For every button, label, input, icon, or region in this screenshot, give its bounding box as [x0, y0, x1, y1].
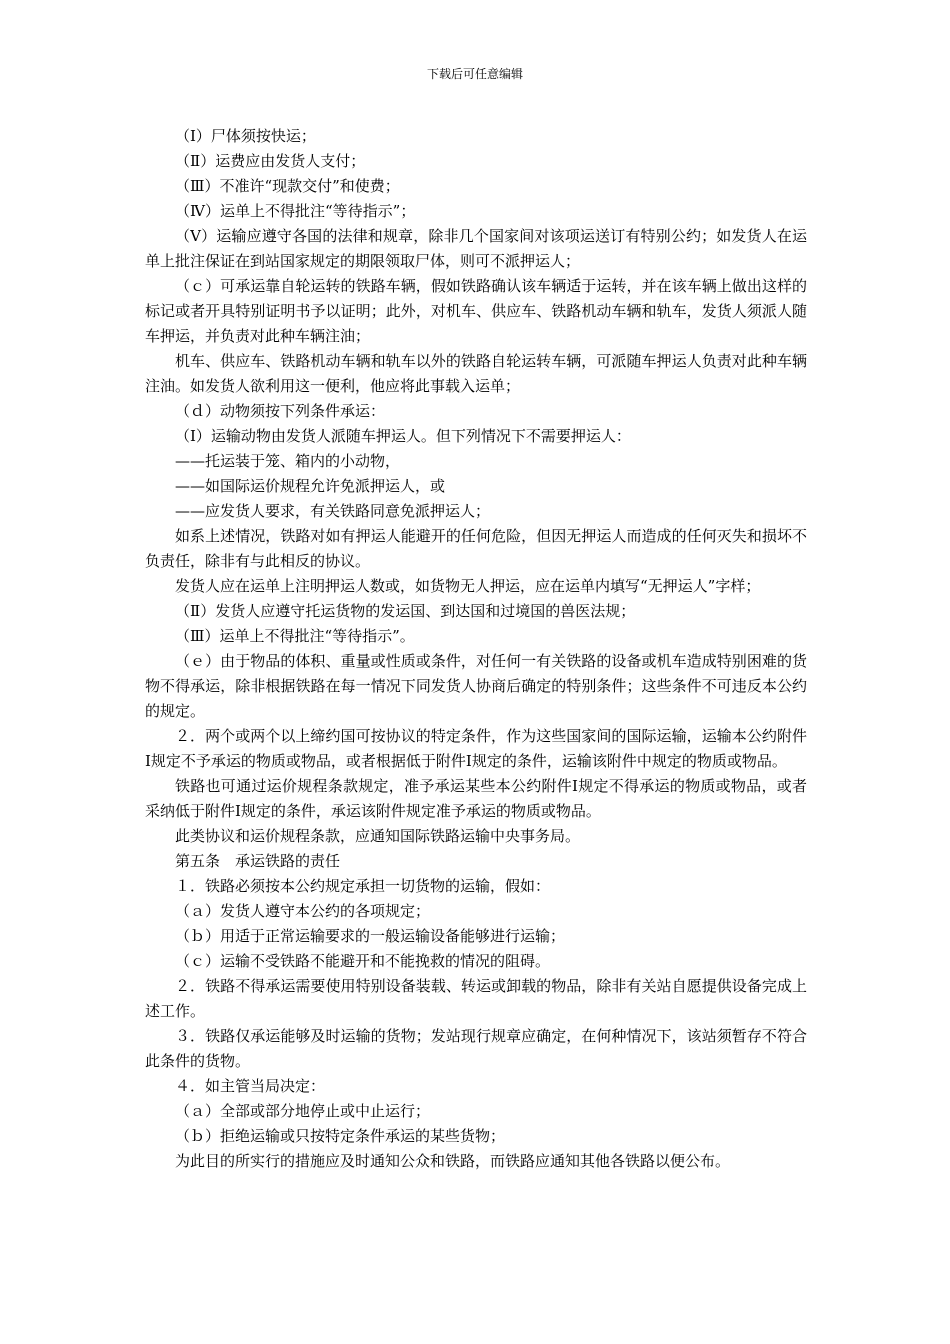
- paragraph: （Ⅰ）尸体须按快运；: [175, 127, 316, 145]
- paragraph: （ｃ）运输不受铁路不能避开和不能挽救的情况的阻碍。: [175, 952, 551, 970]
- paragraph: 铁路也可通过运价规程条款规定，准予承运某些本公约附件Ⅰ规定不得承运的物质或物品，或者采纳低于附件Ⅰ规定的条件，承运该附件规定准予承运的物质或物品。: [145, 777, 807, 820]
- paragraph: （Ⅲ）不准许“现款交付”和使费；: [175, 177, 400, 195]
- paragraph: ４．如主管当局决定：: [175, 1077, 326, 1095]
- paragraph: ３．铁路仅承运能够及时运输的货物；发站现行规章应确定，在何种情况下，该站须暂存不符合此条件的货物。: [145, 1027, 807, 1070]
- document-body: [145, 124, 807, 1174]
- paragraph: １．铁路必须按本公约规定承担一切货物的运输，假如：: [175, 877, 551, 895]
- paragraph: （ｅ）由于物品的体积、重量或性质或条件，对任何一有关铁路的设备或机车造成特别困难的货物不得承运，除非根据铁路在每一情况下同发货人协商后确定的特别条件；这些条件不可违反本公约的规定。: [145, 652, 807, 720]
- paragraph: （ｂ）用适于正常运输要求的一般运输设备能够进行运输；: [175, 927, 566, 945]
- paragraph: （Ⅱ）运费应由发货人支付；: [175, 152, 366, 170]
- paragraph: （Ⅲ）运单上不得批注“等待指示”。: [175, 627, 415, 645]
- paragraph: （ｄ）动物须按下列条件承运：: [175, 402, 386, 420]
- paragraph: ——如国际运价规程允许免派押运人，或: [175, 477, 446, 495]
- paragraph: （ａ）全部或部分地停止或中止运行；: [175, 1102, 431, 1120]
- paragraph: （Ⅰ）运输动物由发货人派随车押运人。但下列情况下不需要押运人：: [175, 427, 631, 445]
- paragraph: （Ⅱ）发货人应遵守托运货物的发运国、到达国和过境国的兽医法规；: [175, 602, 636, 620]
- paragraph: （Ⅳ）运单上不得批注“等待指示”；: [175, 202, 416, 220]
- paragraph: 发货人应在运单上注明押运人数或，如货物无人押运，应在运单内填写“无押运人”字样；: [175, 577, 761, 595]
- page-header: 下载后可任意编辑: [426, 67, 523, 81]
- paragraph: （Ⅴ）运输应遵守各国的法律和规章，除非几个国家间对该项运送订有特别公约；如发货人在运单上批注保证在到站国家规定的期限领取尸体，则可不派押运人；: [145, 227, 807, 270]
- paragraph: （ａ）发货人遵守本公约的各项规定；: [175, 902, 431, 920]
- paragraph: （ｃ）可承运靠自轮运转的铁路车辆，假如铁路确认该车辆适于运转，并在该车辆上做出这样的标记或者开具特别证明书予以证明；此外，对机车、供应车、铁路机动车辆和轨车，发货人须派人随车押运，并负责对此种车辆注油；: [145, 277, 807, 345]
- paragraph: ２．铁路不得承运需要使用特别设备装载、转运或卸载的物品，除非有关站自愿提供设备完成上述工作。: [145, 977, 807, 1020]
- paragraph: ——应发货人要求，有关铁路同意免派押运人；: [175, 502, 491, 520]
- paragraph: 为此目的所实行的措施应及时通知公众和铁路，而铁路应通知其他各铁路以便公布。: [175, 1152, 731, 1170]
- section-heading: 第五条 承运铁路的责任: [175, 852, 341, 870]
- paragraph: 机车、供应车、铁路机动车辆和轨车以外的铁路自轮运转车辆，可派随车押运人负责对此种车辆注油。如发货人欲利用这一便利，他应将此事载入运单；: [145, 352, 807, 395]
- paragraph: ——托运装于笼、箱内的小动物，: [175, 452, 401, 470]
- paragraph: 此类协议和运价规程条款，应通知国际铁路运输中央事务局。: [175, 827, 581, 845]
- paragraph: 如系上述情况，铁路对如有押运人能避开的任何危险，但因无押运人而造成的任何灭失和损坏不负责任，除非有与此相反的协议。: [145, 527, 807, 570]
- paragraph: ２．两个或两个以上缔约国可按协议的特定条件，作为这些国家间的国际运输，运输本公约附件Ⅰ规定不予承运的物质或物品，或者根据低于附件Ⅰ规定的条件，运输该附件中规定的物质或物品。: [145, 727, 807, 770]
- paragraph: （ｂ）拒绝运输或只按特定条件承运的某些货物；: [175, 1127, 506, 1145]
